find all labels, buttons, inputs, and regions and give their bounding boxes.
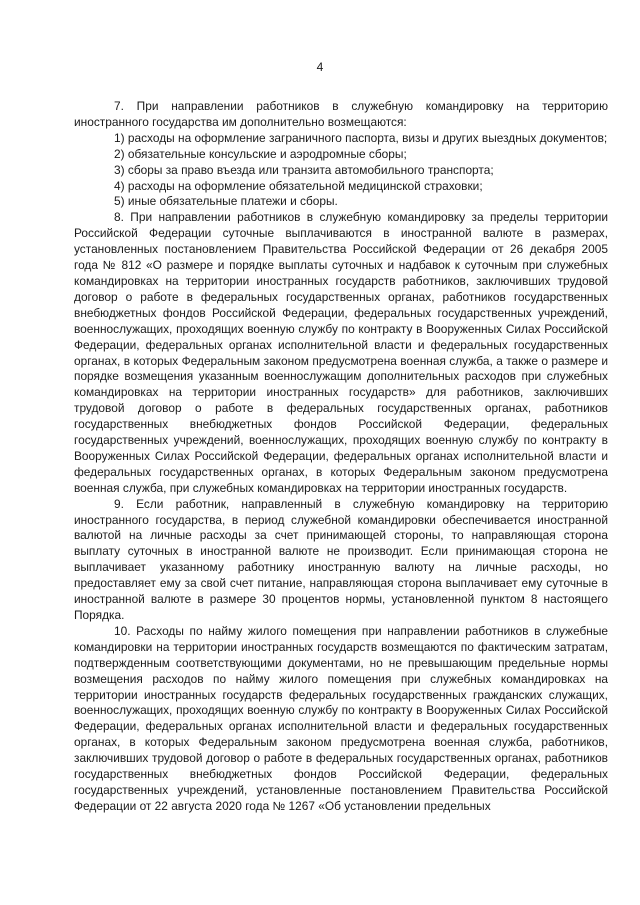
list-item-3: 3) сборы за право въезда или транзита автомобильного транспорта; (114, 162, 494, 177)
list-item-2: 2) обязательные консульские и аэродромные сборы; (114, 146, 407, 161)
document-body (74, 99, 608, 815)
paragraph-7: 7. При направлении работников в служебную командировку на территорию иностранного государства им дополнительно возмещаются: (74, 99, 608, 129)
list-item-5: 5) иные обязательные платежи и сборы. (114, 194, 338, 209)
paragraph-10: 10. Расходы по найму жилого помещения при направлении работников в служебные командировки на территории иностранных государств возмещаются по фактическим затратам, подтвержденным соответствующими документами, но не превышающим предельные нормы возмещения расходов по найму жилого помещения при служебных командировках на территории иностранных государств федеральных государственных гражданских служащих, военнослужащих, проходящих военную службу по контракту в Вооруженных Силах Российской Федерации, федеральных органах исполнительной власти и федеральных государственных органах, в которых Федеральным законом предусмотрена военная служба, работников, заключивших трудовой договор о работе в федеральных государственных органах, работников государственных внебюджетных фондов Российской Федерации, федеральных государственных учреждений, установленные постановлением Правительства Российской Федерации от 22 августа 2020 года № 1267 «Об установлении предельных (74, 623, 608, 813)
list-item-4: 4) расходы на оформление обязательной медицинской страховки; (114, 178, 483, 193)
list-item-1: 1) расходы на оформление заграничного паспорта, визы и других выездных документов; (114, 130, 608, 145)
page-number: 4 (316, 60, 324, 74)
paragraph-8: 8. При направлении работников в служебную командировку за пределы территории Российской Федерации суточные выплачиваются в иностранной валюте в размерах, установленных постановлением Правительства Российской Федерации от 26 декабря 2005 года № 812 «О размере и порядке выплаты суточных и надбавок к суточным при служебных командировках на территории иностранных государств работников, заключивших трудовой договор о работе в федеральных государственных органах, работников государственных внебюджетных фондов Российской Федерации, федеральных государственных учреждений, военнослужащих, проходящих военную службу по контракту в Вооруженных Силах Российской Федерации, федеральных органах исполнительной власти и федеральных государственных органах, в которых Федеральным законом предусмотрена военная служба, а также о размере и порядке возмещения указанным военнослужащим дополнительных расходов при служебных командировках на территории иностранных государств» для работников, заключивших трудовой договор о работе в федеральных государственных органах, работников государственных внебюджетных фондов Российской Федерации, федеральных государственных учреждений, военнослужащих, проходящих военную службу по контракту в Вооруженных Силах Российской Федерации, федеральных органах исполнительной власти и федеральных государственных органах, в которых Федеральным законом предусмотрена военная служба, при служебных командировках на территории иностранных государств. (74, 210, 608, 495)
paragraph-9: 9. Если работник, направленный в служебную командировку на территорию иностранного государства, в период служебной командировки обеспечивается иностранной валютой на личные расходы за счет принимающей стороны, то направляющая сторона выплату суточных в иностранной валюте не производит. Если принимающая сторона не выплачивает указанному работнику иностранную валюту на личные расходы, но предоставляет ему за свой счет питание, направляющая сторона выплачивает ему суточные в иностранной валюте в размере 30 процентов нормы, установленной пунктом 8 настоящего Порядка. (74, 496, 608, 622)
